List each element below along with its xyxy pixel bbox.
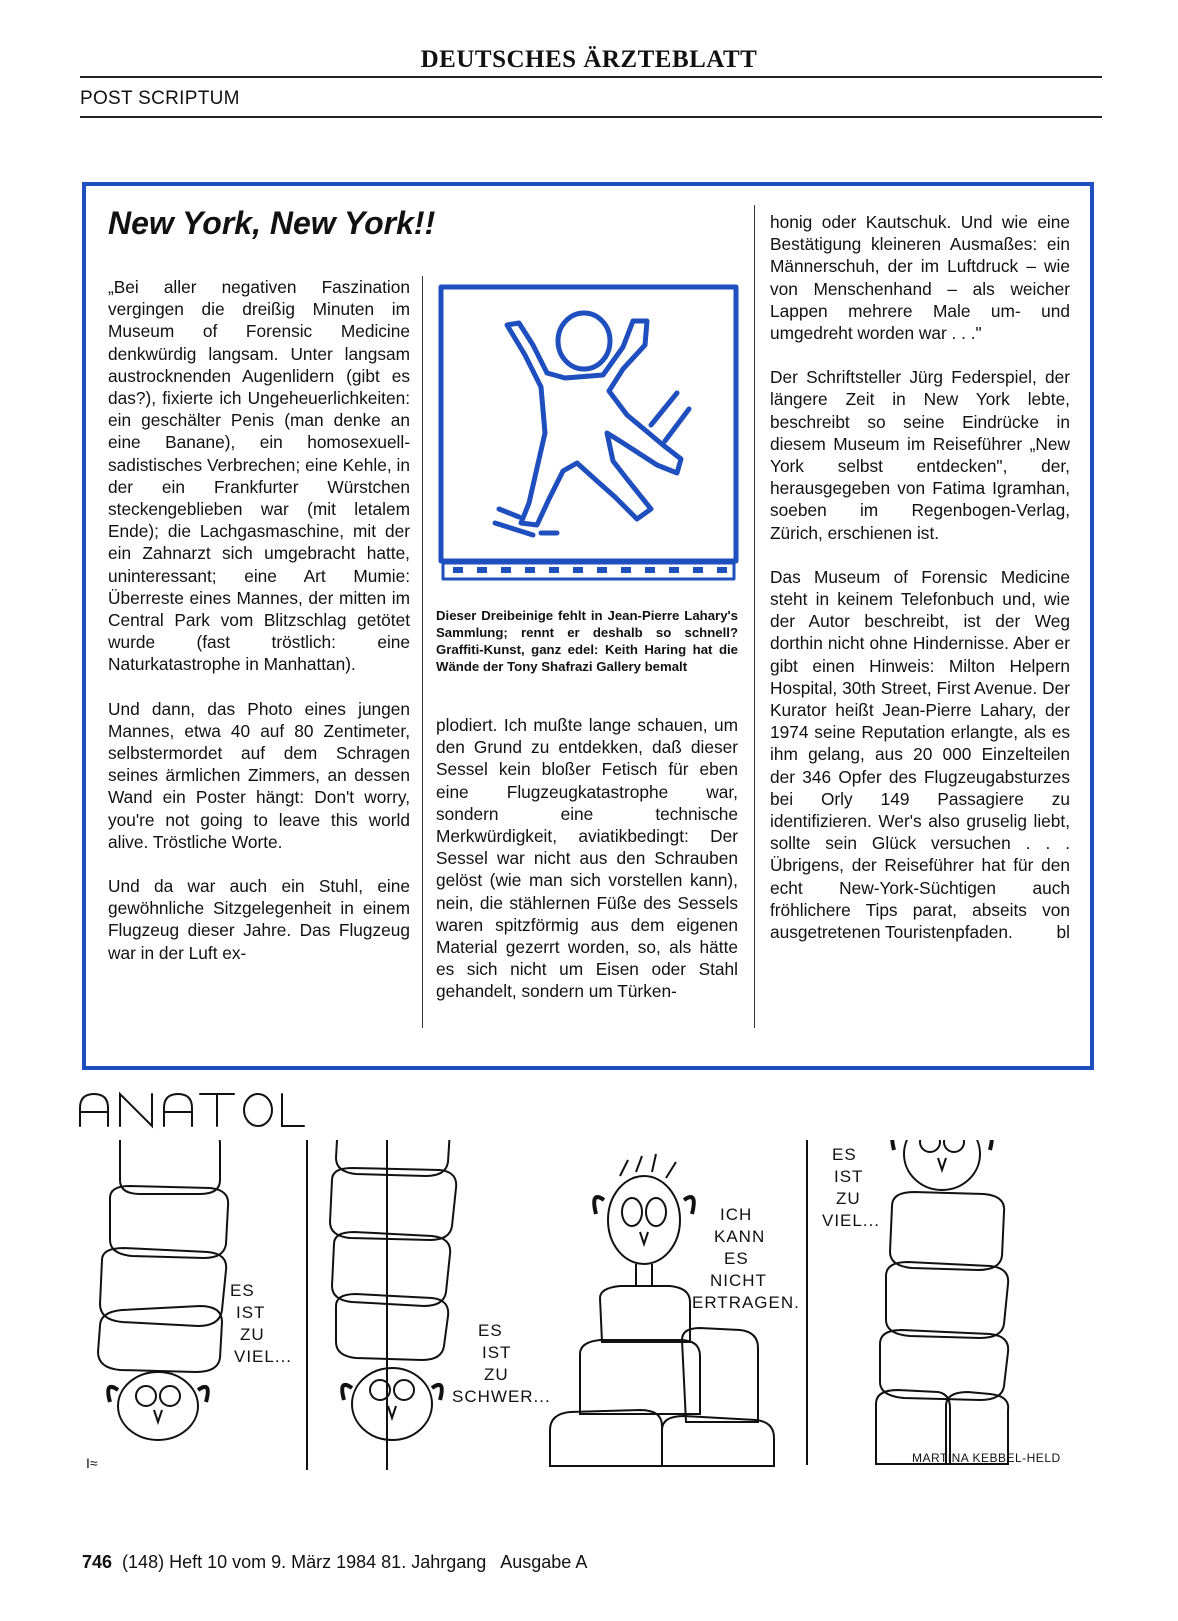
column-divider (754, 205, 755, 1028)
speech-text: ZU (240, 1325, 265, 1344)
paragraph: honig oder Kautschuk. Und wie eine Bestätigung kleineren Ausmaßes: ein Männerschuh, der im Luftdruck – wie von Menschenhand – als weicher Lappen mehrere Male um- und umgedreht worden war . . ." (770, 212, 1070, 344)
speech-text: NICHT (710, 1271, 767, 1290)
figure-caption: Dieser Dreibeinige fehlt in Jean-Pierre Lahary's Sammlung; rennt er deshalb so schnell? Graffiti-Kunst, ganz edel: Keith Haring hat die Wände der Tony Shafrazi Gallery bemalt (436, 608, 738, 674)
speech-text: KANN (714, 1227, 766, 1246)
speech-text: IST (482, 1343, 512, 1362)
paragraph: Der Schriftsteller Jürg Federspiel, der längere Zeit in New York lebte, beschreibt so seine Eindrücke in diesem Museum im Reiseführer „New York selbst entdecken", der, herausgegeben von Fatima Igramhan, soeben im Regenbogen-Verlag, Zürich, erschienen ist. (770, 367, 1070, 543)
page-footer (82, 1552, 587, 1573)
speech-text: ERTRAGEN. (692, 1293, 800, 1312)
speech-text: ES (478, 1321, 503, 1340)
speech-text: ZU (836, 1189, 861, 1208)
author-initials: bl (1056, 922, 1070, 943)
headline: New York, New York!! (108, 205, 436, 241)
issue-info: (148) Heft 10 vom 9. März 1984 81. Jahrgang Ausgabe A (122, 1552, 588, 1572)
speech-text: SCHWER... (452, 1387, 551, 1406)
artist-signature: MARTINA KEBBEL-HELD (912, 1451, 1061, 1465)
paragraph: Das Museum of Forensic Medicine steht in keinem Telefonbuch und, wie der Autor beschreibt, ist der Weg dorthin nicht ohne Hindernisse. Aber er gibt einen Hinweis: Milton Helpern Hospital, 30th Street, First Avenue. Der Kurator heißt Jean-Pierre Lahary, der 1974 seine Reputation erlangte, als es ihm gelang, aus 20 000 Einzelteilen der 346 Opfer des Flugzeugabsturzes bei Orly 149 Passagiere zu identifizieren. Wer's also gruselig liebt, sollte sein Glück versuchen . . . Übrigens, der Reiseführer hat für den echt New-York-Süchtigen auch fröhlichere Tips parat, abseits von ausgetretenen Touristenpfaden. bl (770, 566, 1070, 943)
paragraph: plodiert. Ich mußte lange schauen, um den Grund zu entdekken, daß dieser Sessel kein bloßer Fetisch für eben eine Flugzeugkatastrophe war, sondern eine technische Merkwürdigkeit, aviatikbedingt: Der Sessel war nicht aus den Schrauben gelöst (wie man sich vorstellen kann), nein, die stählernen Füße des Sessels waren spitzförmig aus dem eigenen Material gezerrt worden, so, als hätte es sich nicht um Eisen oder Stahl gehandelt, sondern um Türken- (436, 715, 738, 1002)
speech-text: ICH (720, 1205, 753, 1224)
section-label: POST SCRIPTUM (80, 88, 240, 109)
anatol-comic-strip (80, 1140, 1110, 1530)
speech-text: VIEL... (234, 1347, 293, 1366)
speech-text: ES (724, 1249, 749, 1268)
masthead-rule (80, 76, 1102, 78)
haring-illustration (437, 283, 740, 605)
comic-title (76, 1088, 306, 1137)
speech-text: ZU (484, 1365, 509, 1384)
section-rule (80, 116, 1102, 118)
article-column-1 (108, 276, 410, 986)
column-divider (422, 276, 423, 1028)
masthead: DEUTSCHES ÄRZTEBLATT (420, 46, 758, 73)
page-number: 746 (82, 1552, 113, 1572)
paragraph: Und da war auch ein Stuhl, eine gewöhnliche Sitzgelegenheit in einem Flugzeug dieser Jahre. Das Flugzeug war in der Luft ex- (108, 876, 410, 963)
svg-text:ANATOL: ANATOL (76, 1088, 80, 1089)
speech-text: ES (832, 1145, 857, 1164)
speech-text: ES (230, 1281, 255, 1300)
article-column-3 (770, 211, 1070, 943)
speech-text: IST (834, 1167, 864, 1186)
speech-text: VIEL... (822, 1211, 881, 1230)
paragraph: Und dann, das Photo eines jungen Mannes, etwa 40 auf 80 Zentimeter, selbstermordet auf dem Schragen seines ärmlichen Zimmers, an dessen Wand ein Poster hängt: Don't worry, you're not going to leave this world alive. Tröstliche Worte. (108, 698, 410, 852)
artist-mark: I≈ (86, 1455, 98, 1471)
speech-text: IST (236, 1303, 266, 1322)
paragraph: „Bei aller negativen Faszination vergingen die dreißig Minuten im Museum of Forensic Medicine denkwürdig langsam. Unter langsam austrocknenden Augenlidern (gibt es das?), fixierte ich Ungeheuerlichkeiten: ein geschälter Penis (man denke an eine Banane), ein homosexuell-sadistisches Verbrechen; eine Kehle, in der ein Frankfurter Würstchen steckengeblieben war (mit letalem Ende); die Lachgasmaschine, mit der ein Zahnarzt sich umgebracht hatte, uninteressant; eine Art Mumie: Überreste eines Mannes, der mitten im Central Park vom Blitzschlag getötet wurde (fast tröstlich: eine Naturkatastrophe in Manhattan). (108, 277, 410, 675)
article-column-2 (436, 714, 738, 1025)
